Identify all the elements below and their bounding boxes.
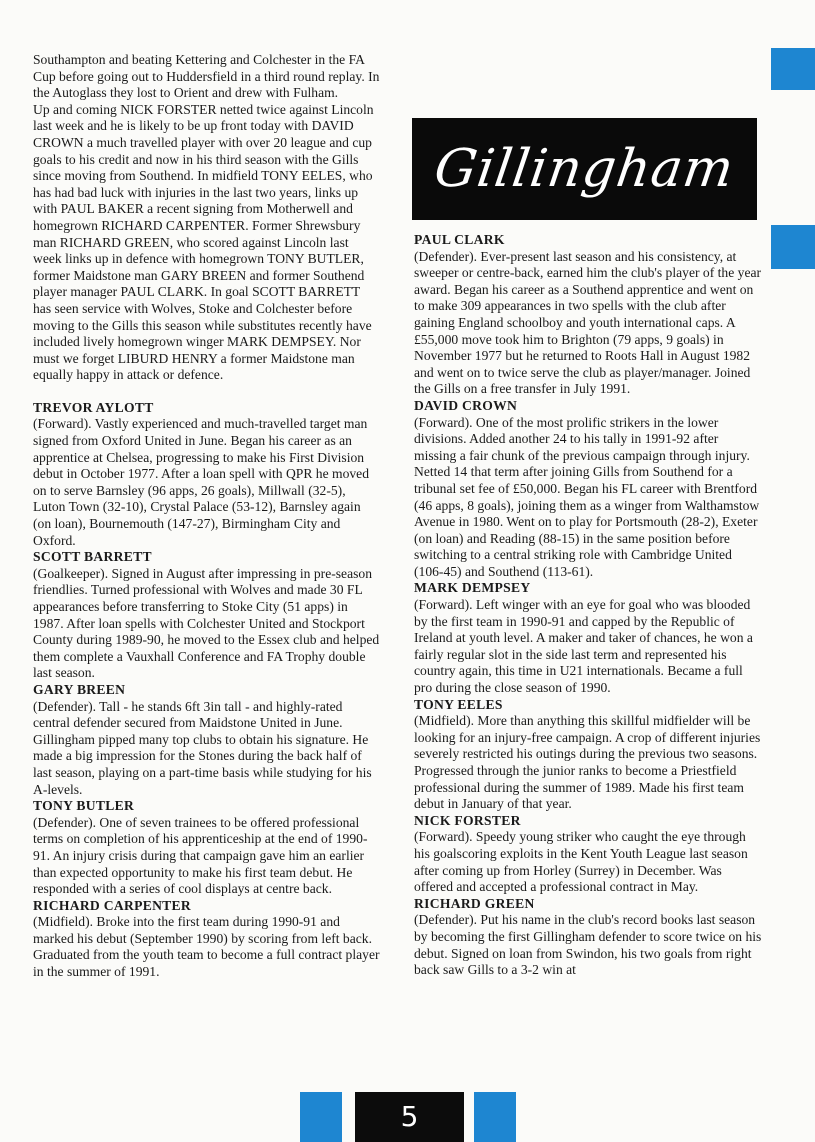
player-bio: (Midfield). Broke into the first team during 1990-91 and marked his debut (September 1990) by scoring from left back. Graduated from the youth team to become a full contract player in the summer of 1991. (33, 914, 380, 980)
blue-footer-block-right (474, 1092, 516, 1142)
page-number-box (355, 1092, 464, 1142)
player-name: RICHARD GREEN (414, 895, 535, 911)
preview-paragraph: Up and coming NICK FORSTER netted twice against Lincoln last week and he is likely to be up front today with DAVID CROWN a much travelled player with over 20 league and cup goals to his credit and now in his third season with the Gills since moving from Southend. In midfield TONY EELES, who has had bad luck with injuries in the last two years, links up with PAUL BAKER a recent signing from Motherwell and homegrown RICHARD CARPENTER. Former Shrewsbury man RICHARD GREEN, who scored against Lincoln last week links up in defence with homegrown TONY BUTLER, former Maidstone man GARY BREEN and former Southend player manager PAUL CLARK. In goal SCOTT BARRETT has seen service with Wolves, Stoke and Colchester before moving to the Gills this season while substitutes recently have included lively homegrown winger MARK DEMPSEY. Nor must we forget LIBURD HENRY a former Maidstone man equally happy in attack or defence. (33, 101, 374, 383)
right-column (414, 232, 762, 979)
player-bio: (Goalkeeper). Signed in August after impressing in pre-season friendlies. Turned professional with Wolves and made 30 FL appearances before transferring to Stoke City (51 apps) in 1987. After loan spells with Colchester United and Stockport County during 1989-90, he moved to the Essex club and helped them complete a Vauxhall Conference and FA Trophy double last season. (33, 565, 380, 681)
player-name: TONY BUTLER (33, 798, 135, 814)
player-name: RICHARD CARPENTER (33, 897, 192, 913)
player-bio: (Forward). Left winger with an eye for goal who was blooded by the first team in 1990-91 and capped by the Republic of Ireland at youth level. A maker and taker of chances, he won a fairly regular slot in the side last term and represented his country again, this time in U21 internationals. Became a full pro during the close season of 1990. (414, 597, 753, 696)
player-bio: (Defender). Put his name in the club's record books last season by becoming the first Gillingham defender to score twice on his debut. Signed on loan from Swindon, his two goals from right back saw Gills to a 3-2 win at (414, 912, 762, 978)
player-bio: (Forward). Vastly experienced and much-travelled target man signed from Oxford United in June. Began his career as an apprentice at Chelsea, progressing to make his First Division debut in October 1977. After a loan spell with QPR he moved on to serve Barnsley (96 apps, 26 goals), Millwall (32-5), Luton Town (32-10), Crystal Palace (53-12), Barnsley again (on loan), Bournemouth (147-27), Birmingham City and Oxford. (33, 416, 370, 548)
paragraph-gap (33, 384, 380, 400)
player-name: TREVOR AYLOTT (33, 399, 154, 415)
player-bio: (Midfield). More than anything this skillful midfielder will be looking for an injury-free campaign. A crop of different injuries severely restricted his outings during the previous two seasons. Progressed through the junior ranks to become a Priestfield professional during the summer of 1989. Made his first team debut in January of that year. (414, 713, 761, 812)
blue-accent-block-top (771, 48, 815, 90)
intro-paragraph: Southampton and beating Kettering and Colchester in the FA Cup before going out to Huddersfield in a third round replay. In the Autoglass they lost to Orient and drew with Fulham. (33, 52, 380, 101)
player-name: TONY EELES (414, 696, 503, 712)
player-bio: (Defender). One of seven trainees to be offered professional terms on completion of his apprenticeship at the end of 1990-91. An injury crisis during that campaign gave him an earlier than expected opportunity to make his first team debut. He responded with a series of cool displays at centre back. (33, 814, 368, 897)
blue-footer-block-left (300, 1092, 342, 1142)
player-bio: (Defender). Ever-present last season and his consistency, at sweeper or centre-back, earned him the club's player of the year award. Began his career as a Southend apprentice and went on to make 309 appearances in two spells with the club after gaining England schoolboy and youth international caps. A £55,000 move took him to Brighton (79 apps, 9 goals) in November 1977 but he returned to Roots Hall in August 1982 and went on to twice serve the club as player/manager. Joined the Gills on a free transfer in July 1991. (414, 248, 762, 397)
player-name: GARY BREEN (33, 681, 126, 697)
player-name: MARK DEMPSEY (414, 580, 531, 596)
player-bio: (Forward). One of the most prolific strikers in the lower divisions. Added another 24 to his tally in 1991-92 after missing a fair chunk of the previous campaign through injury. Netted 14 that term after joining Gills from Southend for a tribunal set fee of £50,000. Began his FL career with Brentford (46 apps, 8 goals), joining them as a winger from Walthamstow Avenue in 1980. Went on to play for Portsmouth (28-2), Exeter (on loan) and Reading (88-15) in the same position before switching to a central striking role with Cambridge United (106-45) and Southend (113-61). (414, 414, 760, 579)
player-bio: (Defender). Tall - he stands 6ft 3in tall - and highly-rated central defender secured from Maidstone United in June. Gillingham pipped many top clubs to obtain his signature. He made a big impression for the Stones during the back half of last season, playing on a part-time basis while studying for his A-levels. (33, 698, 372, 797)
player-bio: (Forward). Speedy young striker who caught the eye through his goalscoring exploits in the Kent Youth League last season after coming up from Horley (Surrey) in December. Was offered and accepted a professional contract in May. (414, 829, 748, 895)
page-number: 5 (400, 1100, 419, 1133)
player-name: NICK FORSTER (414, 812, 521, 828)
club-title-banner (412, 118, 757, 220)
blue-accent-block-middle (771, 225, 815, 269)
player-name: SCOTT BARRETT (33, 549, 152, 565)
club-title: Gillingham (430, 139, 739, 199)
player-name: PAUL CLARK (414, 232, 505, 247)
left-column (33, 52, 380, 981)
player-name: DAVID CROWN (414, 397, 518, 413)
